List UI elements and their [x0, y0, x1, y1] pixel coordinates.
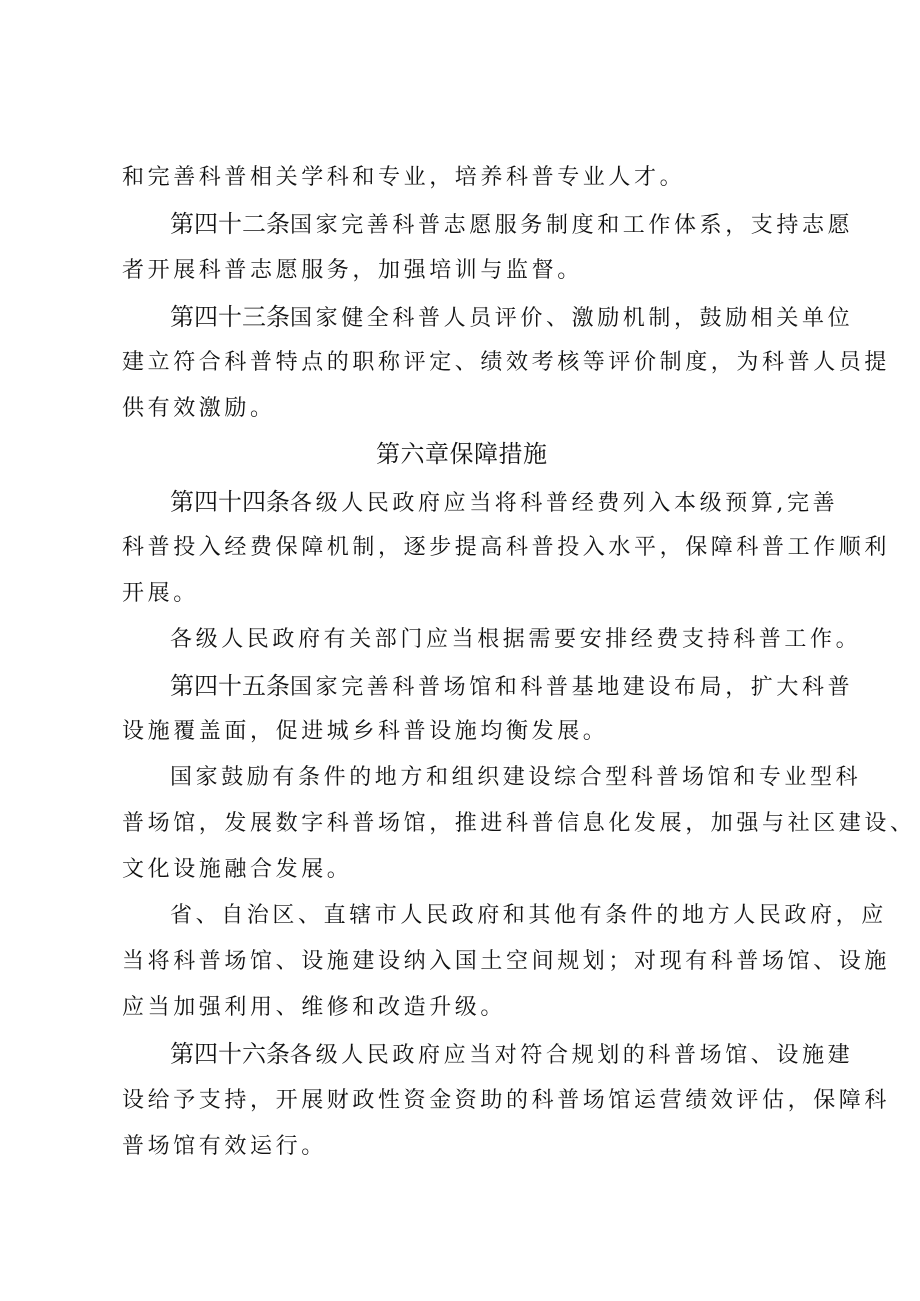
text-line: 科普投入经费保障机制，逐步提高科普投入水平，保障科普工作顺利 [122, 535, 891, 560]
text-line: 文化设施融合发展。 [122, 857, 353, 882]
article-44-line-3 [122, 579, 199, 609]
text-line: 应当加强利用、维修和改造升级。 [122, 995, 507, 1020]
article-45-line-1 [170, 671, 853, 703]
article-number: 第四十五条 [170, 672, 290, 700]
text-line: 普场馆，发展数字科普场馆，推进科普信息化发展，加强与社区建设、 [122, 811, 916, 836]
text-line: 供有效激励。 [122, 396, 276, 421]
article-45-line-2 [122, 717, 608, 747]
text-line: 建立符合科普特点的职称评定、绩效考核等评价制度，为科普人员提 [122, 350, 891, 375]
text-line: 设给予支持，开展财政性资金资助的科普场馆运营绩效评估，保障科 [122, 1088, 891, 1113]
paragraph-planning-line-2 [122, 947, 890, 977]
article-43-line-3 [122, 394, 276, 424]
paragraph-planning-line-3 [122, 993, 506, 1023]
article-43-line-1 [170, 302, 853, 334]
article-number: 第四十二条 [170, 210, 290, 238]
text-line: 国家完善科普场馆和科普基地建设布局，扩大科普 [290, 675, 854, 700]
paragraph-funding [170, 625, 861, 655]
text-line: 国家健全科普人员评价、激励机制，鼓励相关单位 [290, 306, 854, 331]
article-44-line-1 [170, 487, 838, 519]
text-line: 者开展科普志愿服务，加强培训与监督。 [122, 258, 583, 283]
article-46-line-1 [170, 1039, 853, 1071]
text-line: 当将科普场馆、设施建设纳入国土空间规划；对现有科普场馆、设施 [122, 949, 891, 974]
text-line: 省、自治区、直辖市人民政府和其他有条件的地方人民政府，应 [170, 903, 887, 928]
paragraph-venues-line-1 [170, 763, 861, 793]
paragraph-planning-line-1 [170, 901, 887, 931]
article-42-line-1 [170, 209, 853, 241]
paragraph-venues-line-2 [122, 809, 916, 839]
paragraph-continuation [122, 163, 685, 193]
paragraph-venues-line-3 [122, 855, 352, 885]
text-line: 开展。 [122, 581, 199, 606]
article-46-line-2 [122, 1086, 890, 1116]
article-number: 第四十六条 [170, 1040, 290, 1068]
text-line: 设施覆盖面，促进城乡科普设施均衡发展。 [122, 719, 609, 744]
text-line: 普场馆有效运行。 [122, 1134, 327, 1159]
article-43-line-2 [122, 348, 890, 378]
article-number: 第四十四条 [170, 488, 290, 516]
chapter-heading: 第六章保障措施 [376, 440, 548, 468]
text-line: 国家鼓励有条件的地方和组织建设综合型科普场馆和专业型科 [170, 765, 862, 790]
text-line: 各级人民政府应当对符合规划的科普场馆、设施建 [290, 1043, 854, 1068]
article-42-line-2 [122, 256, 583, 286]
text-line: 各级人民政府应当将科普经费列入本级预算,完善 [290, 491, 839, 516]
article-44-line-2 [122, 533, 890, 563]
text-line: 各级人民政府有关部门应当根据需要安排经费支持科普工作。 [170, 627, 862, 652]
article-number: 第四十三条 [170, 303, 290, 331]
text-line: 国家完善科普志愿服务制度和工作体系，支持志愿 [290, 213, 854, 238]
text-line: 和完善科普相关学科和专业，培养科普专业人才。 [122, 165, 686, 190]
article-46-line-3 [122, 1132, 327, 1162]
